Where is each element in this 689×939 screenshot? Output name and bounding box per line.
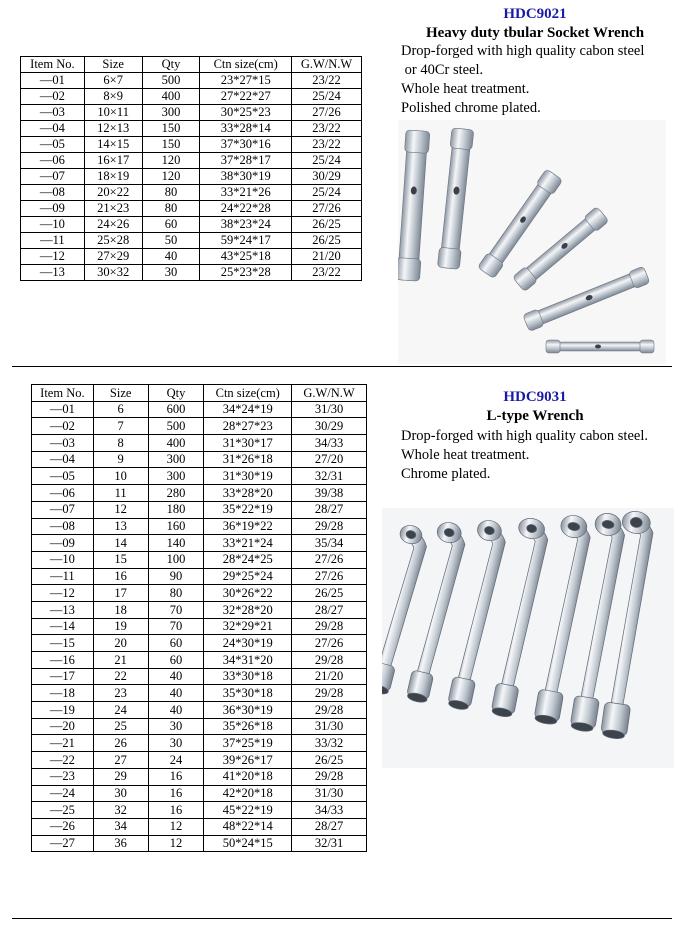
size-cell: 25: [93, 718, 148, 735]
table-row: [32, 501, 367, 518]
item-no-cell: —03: [32, 435, 94, 452]
ctn-size-cell: 37*25*19: [204, 735, 292, 752]
size-cell: 15: [93, 551, 148, 568]
table-row: [32, 752, 367, 769]
ctn-size-cell: 35*22*19: [204, 501, 292, 518]
ctn-size-cell: 45*22*19: [204, 802, 292, 819]
ctn-size-cell: 35*26*18: [204, 718, 292, 735]
weight-cell: 29/28: [292, 618, 367, 635]
qty-cell: 400: [142, 89, 200, 105]
ctn-size-cell: 27*22*27: [200, 89, 292, 105]
ctn-size-cell: 30*26*22: [204, 585, 292, 602]
weight-cell: 23/22: [292, 121, 362, 137]
qty-cell: 300: [148, 468, 204, 485]
weight-cell: 27/26: [292, 551, 367, 568]
item-no-cell: —23: [32, 768, 94, 785]
product-title: L-type Wrench: [486, 408, 584, 424]
size-cell: 13: [93, 518, 148, 535]
size-cell: 14: [93, 535, 148, 552]
table-row: [21, 265, 362, 281]
item-no-cell: —06: [21, 153, 85, 169]
weight-cell: 32/31: [292, 835, 367, 852]
weight-cell: 26/25: [292, 217, 362, 233]
weight-cell: 25/24: [292, 89, 362, 105]
ctn-size-cell: 25*23*28: [200, 265, 292, 281]
ctn-size-cell: 39*26*17: [204, 752, 292, 769]
size-cell: 25×28: [84, 233, 142, 249]
item-no-cell: —10: [32, 551, 94, 568]
table-row: [32, 468, 367, 485]
l-type-wrench-set-icon: [382, 508, 674, 768]
weight-cell: 31/30: [292, 785, 367, 802]
table-row: [21, 169, 362, 185]
item-no-cell: —18: [32, 685, 94, 702]
qty-cell: 500: [148, 418, 204, 435]
item-no-cell: —05: [21, 137, 85, 153]
table-row: [32, 568, 367, 585]
size-cell: 18: [93, 601, 148, 618]
size-cell: 20: [93, 635, 148, 652]
qty-cell: 30: [142, 265, 200, 281]
col-weight: G.W/N.W: [292, 385, 367, 402]
size-cell: 24×26: [84, 217, 142, 233]
size-cell: 9: [93, 451, 148, 468]
col-qty: Qty: [148, 385, 204, 402]
size-cell: 8: [93, 435, 148, 452]
item-no-cell: —04: [21, 121, 85, 137]
weight-cell: 31/30: [292, 401, 367, 418]
table-row: [32, 551, 367, 568]
item-no-cell: —12: [21, 249, 85, 265]
ctn-size-cell: 29*25*24: [204, 568, 292, 585]
weight-cell: 23/22: [292, 73, 362, 89]
table-row: [32, 418, 367, 435]
description-line: Whole heat treatment.: [401, 447, 530, 463]
qty-cell: 70: [148, 601, 204, 618]
table-row: [32, 451, 367, 468]
weight-cell: 29/28: [292, 518, 367, 535]
ctn-size-cell: 37*28*17: [200, 153, 292, 169]
size-cell: 26: [93, 735, 148, 752]
qty-cell: 300: [148, 451, 204, 468]
weight-cell: 34/33: [292, 435, 367, 452]
size-cell: 30×32: [84, 265, 142, 281]
ctn-size-cell: 36*19*22: [204, 518, 292, 535]
size-cell: 17: [93, 585, 148, 602]
ctn-size-cell: 32*28*20: [204, 601, 292, 618]
ctn-size-cell: 31*30*19: [204, 468, 292, 485]
qty-cell: 90: [148, 568, 204, 585]
product-code: HDC9031: [503, 389, 567, 405]
col-ctn-size: Ctn size(cm): [204, 385, 292, 402]
weight-cell: 23/22: [292, 265, 362, 281]
table-row: [32, 668, 367, 685]
col-qty: Qty: [142, 57, 200, 73]
table-row: [32, 635, 367, 652]
ctn-size-cell: 38*23*24: [200, 217, 292, 233]
table-row: [21, 249, 362, 265]
weight-cell: 35/34: [292, 535, 367, 552]
size-cell: 27: [93, 752, 148, 769]
item-no-cell: —03: [21, 105, 85, 121]
col-size: Size: [93, 385, 148, 402]
size-cell: 12: [93, 501, 148, 518]
qty-cell: 80: [142, 185, 200, 201]
description-line: Polished chrome plated.: [401, 100, 541, 116]
qty-cell: 100: [148, 551, 204, 568]
item-no-cell: —12: [32, 585, 94, 602]
qty-cell: 150: [142, 137, 200, 153]
qty-cell: 80: [142, 201, 200, 217]
ctn-size-cell: 23*27*15: [200, 73, 292, 89]
size-cell: 21×23: [84, 201, 142, 217]
size-cell: 30: [93, 785, 148, 802]
size-cell: 23: [93, 685, 148, 702]
weight-cell: 28/27: [292, 818, 367, 835]
table-row: [32, 585, 367, 602]
weight-cell: 27/26: [292, 105, 362, 121]
weight-cell: 28/27: [292, 601, 367, 618]
table-row: [21, 217, 362, 233]
item-no-cell: —22: [32, 752, 94, 769]
ctn-size-cell: 24*22*28: [200, 201, 292, 217]
table-row: [21, 153, 362, 169]
item-no-cell: —24: [32, 785, 94, 802]
item-no-cell: —11: [21, 233, 85, 249]
weight-cell: 27/26: [292, 568, 367, 585]
ctn-size-cell: 28*27*23: [204, 418, 292, 435]
item-no-cell: —08: [32, 518, 94, 535]
ctn-size-cell: 32*29*21: [204, 618, 292, 635]
ctn-size-cell: 34*24*19: [204, 401, 292, 418]
qty-cell: 50: [142, 233, 200, 249]
size-cell: 11: [93, 485, 148, 502]
ctn-size-cell: 24*30*19: [204, 635, 292, 652]
section-divider: [12, 918, 672, 919]
weight-cell: 30/29: [292, 169, 362, 185]
size-cell: 36: [93, 835, 148, 852]
table-body: [32, 401, 367, 852]
weight-cell: 25/24: [292, 185, 362, 201]
table-row: [32, 518, 367, 535]
section-divider: [12, 366, 672, 367]
item-no-cell: —09: [21, 201, 85, 217]
qty-cell: 500: [142, 73, 200, 89]
qty-cell: 80: [148, 585, 204, 602]
qty-cell: 12: [148, 835, 204, 852]
ctn-size-cell: 33*21*26: [200, 185, 292, 201]
ctn-size-cell: 31*30*17: [204, 435, 292, 452]
ctn-size-cell: 35*30*18: [204, 685, 292, 702]
qty-cell: 24: [148, 752, 204, 769]
table-body: [21, 73, 362, 281]
weight-cell: 30/29: [292, 418, 367, 435]
ctn-size-cell: 42*20*18: [204, 785, 292, 802]
item-no-cell: —13: [32, 601, 94, 618]
item-no-cell: —11: [32, 568, 94, 585]
item-no-cell: —01: [21, 73, 85, 89]
item-no-cell: —25: [32, 802, 94, 819]
weight-cell: 34/33: [292, 802, 367, 819]
table-row: [21, 185, 362, 201]
qty-cell: 40: [148, 668, 204, 685]
qty-cell: 30: [148, 718, 204, 735]
size-cell: 10: [93, 468, 148, 485]
weight-cell: 27/26: [292, 635, 367, 652]
weight-cell: 31/30: [292, 718, 367, 735]
weight-cell: 29/28: [292, 652, 367, 669]
size-cell: 6: [93, 401, 148, 418]
size-cell: 6×7: [84, 73, 142, 89]
item-no-cell: —14: [32, 618, 94, 635]
tubular-socket-wrench-set-icon: [398, 120, 666, 364]
item-no-cell: —26: [32, 818, 94, 835]
weight-cell: 26/25: [292, 585, 367, 602]
weight-cell: 29/28: [292, 685, 367, 702]
size-cell: 10×11: [84, 105, 142, 121]
ctn-size-cell: 41*20*18: [204, 768, 292, 785]
item-no-cell: —27: [32, 835, 94, 852]
table-row: [32, 618, 367, 635]
item-no-cell: —04: [32, 451, 94, 468]
size-cell: 27×29: [84, 249, 142, 265]
ctn-size-cell: 33*21*24: [204, 535, 292, 552]
ctn-size-cell: 48*22*14: [204, 818, 292, 835]
weight-cell: 26/25: [292, 752, 367, 769]
item-no-cell: —15: [32, 635, 94, 652]
item-no-cell: —21: [32, 735, 94, 752]
product-description: [401, 42, 644, 118]
table-row: [32, 685, 367, 702]
qty-cell: 150: [142, 121, 200, 137]
col-item-no: Item No.: [21, 57, 85, 73]
col-size: Size: [84, 57, 142, 73]
table-row: [32, 485, 367, 502]
col-item-no: Item No.: [32, 385, 94, 402]
item-no-cell: —20: [32, 718, 94, 735]
size-cell: 34: [93, 818, 148, 835]
weight-cell: 23/22: [292, 137, 362, 153]
qty-cell: 120: [142, 169, 200, 185]
table-row: [21, 121, 362, 137]
qty-cell: 16: [148, 802, 204, 819]
ctn-size-cell: 33*30*18: [204, 668, 292, 685]
product-code: HDC9021: [503, 6, 567, 22]
table-row: [21, 89, 362, 105]
size-cell: 18×19: [84, 169, 142, 185]
item-no-cell: —05: [32, 468, 94, 485]
table-row: [21, 73, 362, 89]
ctn-size-cell: 43*25*18: [200, 249, 292, 265]
item-no-cell: —16: [32, 652, 94, 669]
size-cell: 24: [93, 702, 148, 719]
ctn-size-cell: 38*30*19: [200, 169, 292, 185]
size-cell: 21: [93, 652, 148, 669]
description-line: or 40Cr steel.: [401, 62, 484, 78]
weight-cell: 21/20: [292, 249, 362, 265]
weight-cell: 32/31: [292, 468, 367, 485]
qty-cell: 16: [148, 785, 204, 802]
item-no-cell: —09: [32, 535, 94, 552]
qty-cell: 40: [148, 685, 204, 702]
product-description: [401, 427, 648, 484]
qty-cell: 40: [148, 702, 204, 719]
ctn-size-cell: 59*24*17: [200, 233, 292, 249]
table-row: [21, 105, 362, 121]
qty-cell: 30: [148, 735, 204, 752]
qty-cell: 160: [148, 518, 204, 535]
qty-cell: 40: [142, 249, 200, 265]
weight-cell: 21/20: [292, 668, 367, 685]
qty-cell: 70: [148, 618, 204, 635]
qty-cell: 60: [148, 635, 204, 652]
description-line: Chrome plated.: [401, 466, 491, 482]
table-row: [32, 785, 367, 802]
ctn-size-cell: 36*30*19: [204, 702, 292, 719]
item-no-cell: —07: [21, 169, 85, 185]
weight-cell: 29/28: [292, 702, 367, 719]
weight-cell: 29/28: [292, 768, 367, 785]
size-cell: 22: [93, 668, 148, 685]
ctn-size-cell: 34*31*20: [204, 652, 292, 669]
table-row: [32, 802, 367, 819]
size-cell: 14×15: [84, 137, 142, 153]
weight-cell: 28/27: [292, 501, 367, 518]
weight-cell: 33/32: [292, 735, 367, 752]
product-title: Heavy duty tbular Socket Wrench: [425, 25, 645, 41]
qty-cell: 120: [142, 153, 200, 169]
table-row: [32, 768, 367, 785]
qty-cell: 600: [148, 401, 204, 418]
qty-cell: 280: [148, 485, 204, 502]
hdc9031-spec-table: [31, 384, 367, 852]
item-no-cell: —06: [32, 485, 94, 502]
size-cell: 8×9: [84, 89, 142, 105]
table-row: [32, 835, 367, 852]
size-cell: 16: [93, 568, 148, 585]
table-row: [32, 702, 367, 719]
qty-cell: 400: [148, 435, 204, 452]
item-no-cell: —07: [32, 501, 94, 518]
table-header-row: [32, 385, 367, 402]
description-line: Whole heat treatment.: [401, 81, 530, 97]
size-cell: 32: [93, 802, 148, 819]
ctn-size-cell: 30*25*23: [200, 105, 292, 121]
table-row: [21, 233, 362, 249]
ctn-size-cell: 33*28*20: [204, 485, 292, 502]
ctn-size-cell: 28*24*25: [204, 551, 292, 568]
description-line: Drop-forged with high quality cabon steel.: [401, 428, 648, 444]
table-row: [21, 201, 362, 217]
table-row: [21, 137, 362, 153]
qty-cell: 16: [148, 768, 204, 785]
item-no-cell: —02: [21, 89, 85, 105]
qty-cell: 140: [148, 535, 204, 552]
table-row: [32, 735, 367, 752]
ctn-size-cell: 50*24*15: [204, 835, 292, 852]
weight-cell: 27/26: [292, 201, 362, 217]
ctn-size-cell: 33*28*14: [200, 121, 292, 137]
table-row: [32, 601, 367, 618]
size-cell: 20×22: [84, 185, 142, 201]
item-no-cell: —17: [32, 668, 94, 685]
size-cell: 16×17: [84, 153, 142, 169]
table-row: [32, 818, 367, 835]
item-no-cell: —13: [21, 265, 85, 281]
weight-cell: 25/24: [292, 153, 362, 169]
item-no-cell: —02: [32, 418, 94, 435]
item-no-cell: —10: [21, 217, 85, 233]
qty-cell: 180: [148, 501, 204, 518]
item-no-cell: —19: [32, 702, 94, 719]
table-row: [32, 535, 367, 552]
ctn-size-cell: 31*26*18: [204, 451, 292, 468]
item-no-cell: —08: [21, 185, 85, 201]
table-row: [32, 401, 367, 418]
weight-cell: 27/20: [292, 451, 367, 468]
table-row: [32, 718, 367, 735]
qty-cell: 12: [148, 818, 204, 835]
table-row: [32, 435, 367, 452]
qty-cell: 300: [142, 105, 200, 121]
table-header-row: [21, 57, 362, 73]
size-cell: 29: [93, 768, 148, 785]
weight-cell: 26/25: [292, 233, 362, 249]
col-weight: G.W/N.W: [292, 57, 362, 73]
size-cell: 7: [93, 418, 148, 435]
item-no-cell: —01: [32, 401, 94, 418]
col-ctn-size: Ctn size(cm): [200, 57, 292, 73]
qty-cell: 60: [142, 217, 200, 233]
hdc9021-spec-table: [20, 56, 362, 281]
ctn-size-cell: 37*30*16: [200, 137, 292, 153]
table-row: [32, 652, 367, 669]
qty-cell: 60: [148, 652, 204, 669]
weight-cell: 39/38: [292, 485, 367, 502]
size-cell: 19: [93, 618, 148, 635]
size-cell: 12×13: [84, 121, 142, 137]
description-line: Drop-forged with high quality cabon steel: [401, 43, 645, 59]
